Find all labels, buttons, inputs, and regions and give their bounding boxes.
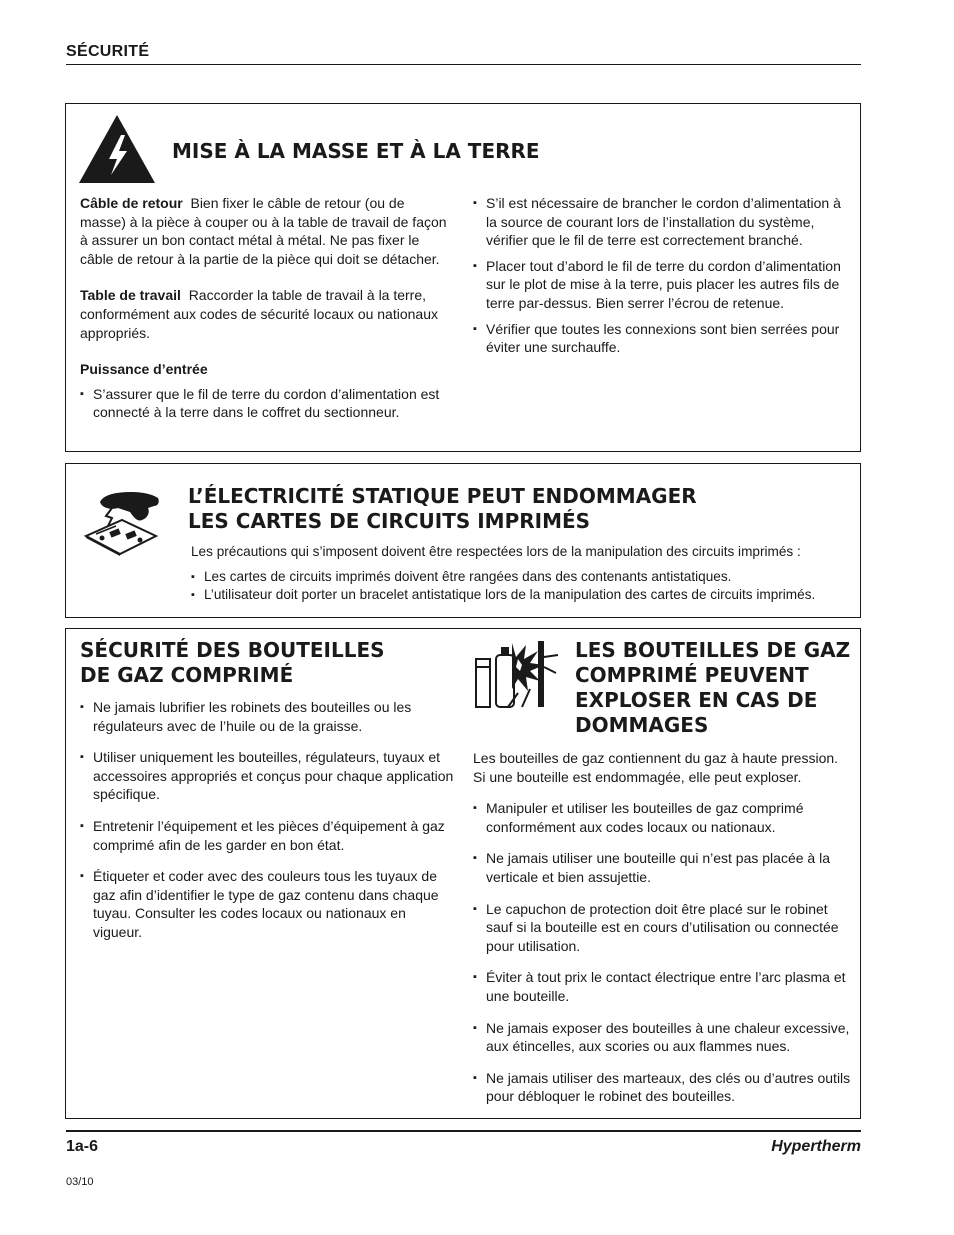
gas-explode-list	[473, 799, 853, 1106]
high-voltage-warning-icon	[77, 113, 157, 185]
list-item: ▪ Étiqueter et coder avec des couleurs tous les tuyaux de gaz afin d’identifier le type de gaz contenu dans chaque tuyau. Consulter les codes locaux ou nationaux en vigueur.	[80, 867, 455, 941]
list-item: ▪ Ne jamais utiliser des marteaux, des clés ou d’autres outils pour débloquer le robinet des bouteilles.	[473, 1069, 853, 1106]
gas-explode-title: LES BOUTEILLES DE GAZ COMPRIMÉ PEUVENT EXPLOSER EN CAS DE DOMMAGES	[575, 638, 851, 737]
list-item: ▪ Vérifier que toutes les connexions sont bien serrées pour éviter une surchauffe.	[473, 320, 853, 357]
grounding-left-column	[80, 194, 452, 422]
grounding-section	[65, 103, 861, 452]
gas-safety-body	[80, 698, 455, 942]
page-number: 1a-6	[66, 1138, 99, 1155]
work-table-text: Raccorder la table de travail à la terre, conformément aux codes de sécurité locaux ou nationaux appropriés.	[80, 287, 438, 341]
list-item: ▪ Manipuler et utiliser les bouteilles de gaz comprimé conformément aux codes locaux ou nationaux.	[473, 799, 853, 836]
return-cable-label: Câble de retour	[80, 195, 183, 211]
list-item: ▪ Utiliser uniquement les bouteilles, régulateurs, tuyaux et accessoires appropriés et conçus pour chaque application spécifique.	[80, 748, 455, 804]
grounding-right-column	[473, 194, 853, 357]
gas-cylinders-section	[65, 628, 861, 1119]
list-item: ▪ Placer tout d’abord le fil de terre du cordon d’alimentation sur le plot de mise à la terre, puis placer les autres fils de terre par-dessus. Bien serrer l’écrou de retenue.	[473, 257, 853, 313]
work-table-label: Table de travail	[80, 287, 181, 304]
footer-rule	[66, 1130, 861, 1132]
static-intro: Les précautions qui s’imposent doivent être respectées lors de la manipulation des circuits imprimés :	[191, 544, 801, 559]
static-list	[191, 568, 856, 605]
return-cable-text: Bien fixer le câble de retour (ou de masse) à la pièce à couper ou à la table de travail de façon à assurer un bon contact métal à métal. Ne pas fixer le câble de retour à la partie de la pièce qui doit se détacher.	[80, 195, 447, 267]
gas-safety-list	[80, 698, 455, 942]
static-body	[191, 543, 856, 605]
list-item: ▪ Ne jamais exposer des bouteilles à une chaleur excessive, aux étincelles, aux scories ou aux flammes nues.	[473, 1019, 853, 1056]
list-item: ▪ Ne jamais lubrifier les robinets des bouteilles ou les régulateurs avec de l’huile ou de la graisse.	[80, 698, 455, 735]
gas-safety-title: SÉCURITÉ DES BOUTEILLES DE GAZ COMPRIMÉ	[80, 638, 385, 687]
input-power-heading: Puissance d’entrée	[80, 361, 208, 378]
gas-explode-intro: Les bouteilles de gaz contiennent du gaz à haute pression. Si une bouteille est endommagée, elle peut exploser.	[473, 750, 839, 785]
exploding-cylinder-icon	[472, 637, 562, 711]
brand-logo: Hypertherm	[771, 1138, 861, 1155]
static-title: L’ÉLECTRICITÉ STATIQUE PEUT ENDOMMAGER LES CARTES DE CIRCUITS IMPRIMÉS	[188, 484, 697, 533]
list-item: ▪ Éviter à tout prix le contact électrique entre l’arc plasma et une bouteille.	[473, 968, 853, 1005]
gas-explode-body	[473, 749, 853, 1106]
list-item: ▪ L’utilisateur doit porter un bracelet antistatique lors de la manipulation des cartes de circuits imprimés.	[191, 586, 856, 605]
input-power-list	[80, 385, 452, 422]
section-title: SÉCURITÉ	[66, 43, 150, 60]
return-cable-paragraph	[80, 194, 452, 268]
list-item: ▪ S’assurer que le fil de terre du cordon d’alimentation est connecté à la terre dans le coffret du sectionneur.	[80, 385, 452, 422]
grounding-title: MISE À LA MASSE ET À LA TERRE	[172, 139, 540, 163]
list-item: ▪ Les cartes de circuits imprimés doivent être rangées dans des contenants antistatiques.	[191, 568, 856, 587]
list-item: ▪ Entretenir l’équipement et les pièces d’équipement à gaz comprimé afin de les garder en bon état.	[80, 817, 455, 854]
work-table-paragraph	[80, 286, 452, 342]
circuit-board-hand-icon	[82, 478, 164, 556]
list-item: ▪ Ne jamais utiliser une bouteille qui n’est pas placée à la verticale et bien assujettie.	[473, 849, 853, 886]
header-rule	[66, 64, 861, 65]
static-section	[65, 463, 861, 618]
revision-date: 03/10	[66, 1176, 94, 1188]
grounding-right-list	[473, 194, 853, 357]
list-item: ▪ Le capuchon de protection doit être placé sur le robinet sauf si la bouteille est en cours d’utilisation ou connectée pour utilisation.	[473, 900, 853, 956]
list-item: ▪ S’il est nécessaire de brancher le cordon d’alimentation à la source de courant lors de l’installation du système, vérifier que le fil de terre est correctement branché.	[473, 194, 853, 250]
